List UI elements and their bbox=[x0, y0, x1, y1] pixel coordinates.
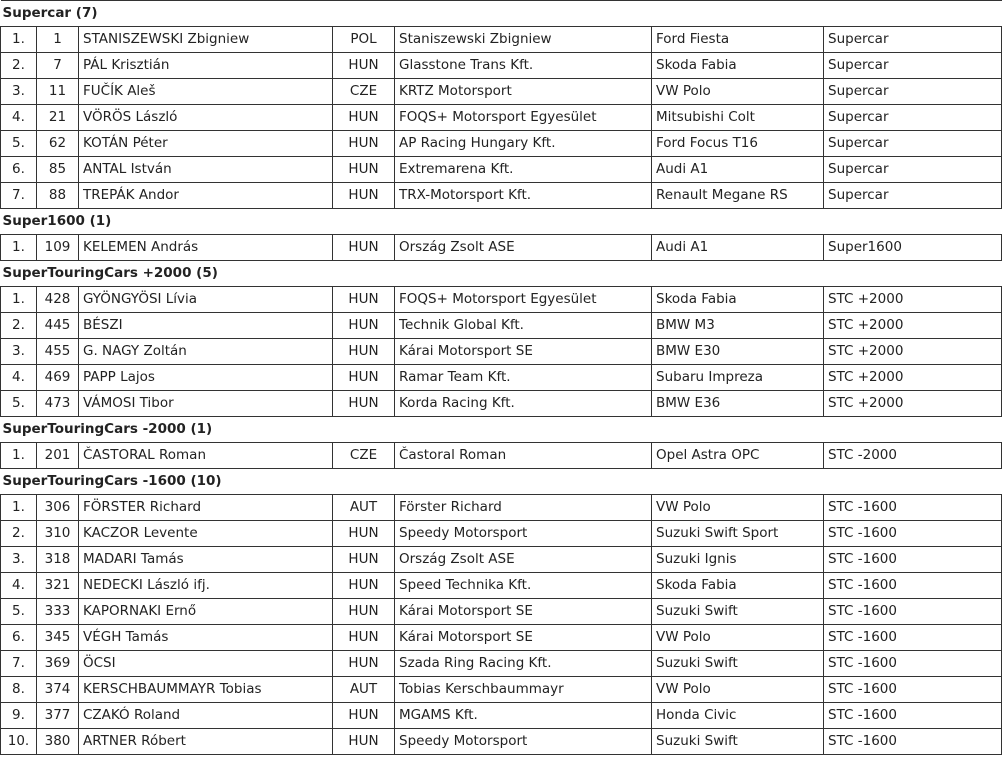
class-cell: Supercar bbox=[824, 131, 1002, 157]
car-model-cell: Honda Civic bbox=[652, 703, 824, 729]
position-cell: 1. bbox=[1, 27, 37, 53]
car-model-cell: VW Polo bbox=[652, 79, 824, 105]
driver-name-cell: FÖRSTER Richard bbox=[79, 495, 333, 521]
table-row bbox=[1, 365, 1002, 391]
driver-name-cell: VÁMOSI Tibor bbox=[79, 391, 333, 417]
class-cell: Supercar bbox=[824, 105, 1002, 131]
nationality-cell: HUN bbox=[333, 729, 395, 755]
nationality-cell: HUN bbox=[333, 105, 395, 131]
team-name-cell: Technik Global Kft. bbox=[395, 313, 652, 339]
nationality-cell: HUN bbox=[333, 183, 395, 209]
car-model-cell: Skoda Fabia bbox=[652, 287, 824, 313]
car-number-cell: 310 bbox=[37, 521, 79, 547]
position-cell: 1. bbox=[1, 287, 37, 313]
driver-name-cell: VÉGH Tamás bbox=[79, 625, 333, 651]
nationality-cell: HUN bbox=[333, 391, 395, 417]
car-model-cell: BMW M3 bbox=[652, 313, 824, 339]
class-cell: Super1600 bbox=[824, 235, 1002, 261]
position-cell: 1. bbox=[1, 495, 37, 521]
car-model-cell: Skoda Fabia bbox=[652, 573, 824, 599]
table-row bbox=[1, 105, 1002, 131]
class-cell: Supercar bbox=[824, 79, 1002, 105]
position-cell: 4. bbox=[1, 573, 37, 599]
table-row bbox=[1, 521, 1002, 547]
position-cell: 2. bbox=[1, 521, 37, 547]
team-name-cell: Tobias Kerschbaummayr bbox=[395, 677, 652, 703]
nationality-cell: HUN bbox=[333, 131, 395, 157]
nationality-cell: HUN bbox=[333, 651, 395, 677]
class-cell: Supercar bbox=[824, 157, 1002, 183]
driver-name-cell: NEDECKI László ifj. bbox=[79, 573, 333, 599]
car-number-cell: 333 bbox=[37, 599, 79, 625]
position-cell: 1. bbox=[1, 235, 37, 261]
class-cell: STC -1600 bbox=[824, 625, 1002, 651]
driver-name-cell: FUČÍK Aleš bbox=[79, 79, 333, 105]
team-name-cell: Staniszewski Zbigniew bbox=[395, 27, 652, 53]
car-number-cell: 445 bbox=[37, 313, 79, 339]
car-model-cell: Suzuki Swift bbox=[652, 651, 824, 677]
car-number-cell: 109 bbox=[37, 235, 79, 261]
table-row bbox=[1, 157, 1002, 183]
team-name-cell: Ramar Team Kft. bbox=[395, 365, 652, 391]
class-cell: STC -1600 bbox=[824, 677, 1002, 703]
position-cell: 2. bbox=[1, 53, 37, 79]
car-number-cell: 321 bbox=[37, 573, 79, 599]
driver-name-cell: KERSCHBAUMMAYR Tobias bbox=[79, 677, 333, 703]
driver-name-cell: ARTNER Róbert bbox=[79, 729, 333, 755]
driver-name-cell: CZAKÓ Roland bbox=[79, 703, 333, 729]
car-model-cell: Suzuki Swift Sport bbox=[652, 521, 824, 547]
nationality-cell: HUN bbox=[333, 235, 395, 261]
car-model-cell: Audi A1 bbox=[652, 157, 824, 183]
car-model-cell: Skoda Fabia bbox=[652, 53, 824, 79]
team-name-cell: FOQS+ Motorsport Egyesület bbox=[395, 287, 652, 313]
team-name-cell: FOQS+ Motorsport Egyesület bbox=[395, 105, 652, 131]
nationality-cell: HUN bbox=[333, 53, 395, 79]
position-cell: 5. bbox=[1, 391, 37, 417]
car-number-cell: 21 bbox=[37, 105, 79, 131]
car-model-cell: Suzuki Swift bbox=[652, 729, 824, 755]
table-row bbox=[1, 79, 1002, 105]
team-name-cell: Extremarena Kft. bbox=[395, 157, 652, 183]
car-model-cell: Suzuki Swift bbox=[652, 599, 824, 625]
team-name-cell: Častoral Roman bbox=[395, 443, 652, 469]
category-title: SuperTouringCars -1600 (10) bbox=[1, 469, 1002, 495]
table-row bbox=[1, 235, 1002, 261]
driver-name-cell: KACZOR Levente bbox=[79, 521, 333, 547]
class-cell: STC -1600 bbox=[824, 651, 1002, 677]
car-model-cell: Subaru Impreza bbox=[652, 365, 824, 391]
driver-name-cell: BÉSZI bbox=[79, 313, 333, 339]
car-number-cell: 201 bbox=[37, 443, 79, 469]
position-cell: 3. bbox=[1, 547, 37, 573]
car-model-cell: VW Polo bbox=[652, 625, 824, 651]
class-cell: STC -1600 bbox=[824, 703, 1002, 729]
category-header-row bbox=[1, 417, 1002, 443]
driver-name-cell: KAPORNAKI Ernő bbox=[79, 599, 333, 625]
team-name-cell: Förster Richard bbox=[395, 495, 652, 521]
team-name-cell: Kárai Motorsport SE bbox=[395, 625, 652, 651]
car-number-cell: 85 bbox=[37, 157, 79, 183]
table-row bbox=[1, 547, 1002, 573]
team-name-cell: Szada Ring Racing Kft. bbox=[395, 651, 652, 677]
class-cell: STC -2000 bbox=[824, 443, 1002, 469]
team-name-cell: Korda Racing Kft. bbox=[395, 391, 652, 417]
nationality-cell: HUN bbox=[333, 547, 395, 573]
driver-name-cell: KELEMEN András bbox=[79, 235, 333, 261]
car-number-cell: 469 bbox=[37, 365, 79, 391]
nationality-cell: AUT bbox=[333, 495, 395, 521]
nationality-cell: HUN bbox=[333, 365, 395, 391]
team-name-cell: Ország Zsolt ASE bbox=[395, 547, 652, 573]
car-model-cell: Audi A1 bbox=[652, 235, 824, 261]
nationality-cell: HUN bbox=[333, 521, 395, 547]
car-number-cell: 306 bbox=[37, 495, 79, 521]
car-number-cell: 377 bbox=[37, 703, 79, 729]
car-model-cell: Ford Fiesta bbox=[652, 27, 824, 53]
category-title: Super1600 (1) bbox=[1, 209, 1002, 235]
class-cell: STC +2000 bbox=[824, 365, 1002, 391]
car-model-cell: Opel Astra OPC bbox=[652, 443, 824, 469]
table-row bbox=[1, 625, 1002, 651]
nationality-cell: AUT bbox=[333, 677, 395, 703]
team-name-cell: Ország Zsolt ASE bbox=[395, 235, 652, 261]
position-cell: 7. bbox=[1, 183, 37, 209]
team-name-cell: KRTZ Motorsport bbox=[395, 79, 652, 105]
table-row bbox=[1, 53, 1002, 79]
position-cell: 3. bbox=[1, 339, 37, 365]
team-name-cell: Glasstone Trans Kft. bbox=[395, 53, 652, 79]
position-cell: 5. bbox=[1, 131, 37, 157]
team-name-cell: Kárai Motorsport SE bbox=[395, 339, 652, 365]
car-model-cell: Renault Megane RS bbox=[652, 183, 824, 209]
position-cell: 3. bbox=[1, 79, 37, 105]
category-header-row bbox=[1, 469, 1002, 495]
car-number-cell: 7 bbox=[37, 53, 79, 79]
position-cell: 10. bbox=[1, 729, 37, 755]
position-cell: 1. bbox=[1, 443, 37, 469]
class-cell: STC -1600 bbox=[824, 573, 1002, 599]
nationality-cell: HUN bbox=[333, 339, 395, 365]
table-row bbox=[1, 391, 1002, 417]
car-model-cell: Mitsubishi Colt bbox=[652, 105, 824, 131]
table-row bbox=[1, 339, 1002, 365]
driver-name-cell: KOTÁN Péter bbox=[79, 131, 333, 157]
nationality-cell: CZE bbox=[333, 443, 395, 469]
nationality-cell: HUN bbox=[333, 703, 395, 729]
class-cell: STC +2000 bbox=[824, 391, 1002, 417]
table-row bbox=[1, 703, 1002, 729]
driver-name-cell: ÖCSI bbox=[79, 651, 333, 677]
table-row bbox=[1, 27, 1002, 53]
car-number-cell: 369 bbox=[37, 651, 79, 677]
position-cell: 5. bbox=[1, 599, 37, 625]
team-name-cell: Kárai Motorsport SE bbox=[395, 599, 652, 625]
table-row bbox=[1, 183, 1002, 209]
team-name-cell: Speedy Motorsport bbox=[395, 729, 652, 755]
class-cell: STC -1600 bbox=[824, 599, 1002, 625]
car-number-cell: 345 bbox=[37, 625, 79, 651]
position-cell: 6. bbox=[1, 157, 37, 183]
driver-name-cell: ANTAL István bbox=[79, 157, 333, 183]
table-row bbox=[1, 677, 1002, 703]
driver-name-cell: STANISZEWSKI Zbigniew bbox=[79, 27, 333, 53]
position-cell: 4. bbox=[1, 365, 37, 391]
category-title: SuperTouringCars +2000 (5) bbox=[1, 261, 1002, 287]
nationality-cell: HUN bbox=[333, 625, 395, 651]
driver-name-cell: PÁL Krisztián bbox=[79, 53, 333, 79]
category-title: Supercar (7) bbox=[1, 1, 1002, 27]
table-row bbox=[1, 599, 1002, 625]
nationality-cell: HUN bbox=[333, 573, 395, 599]
driver-name-cell: PAPP Lajos bbox=[79, 365, 333, 391]
class-cell: Supercar bbox=[824, 27, 1002, 53]
nationality-cell: HUN bbox=[333, 287, 395, 313]
car-number-cell: 380 bbox=[37, 729, 79, 755]
nationality-cell: CZE bbox=[333, 79, 395, 105]
category-header-row bbox=[1, 261, 1002, 287]
table-row bbox=[1, 729, 1002, 755]
nationality-cell: HUN bbox=[333, 157, 395, 183]
position-cell: 9. bbox=[1, 703, 37, 729]
team-name-cell: Speed Technika Kft. bbox=[395, 573, 652, 599]
car-number-cell: 62 bbox=[37, 131, 79, 157]
table-row bbox=[1, 651, 1002, 677]
driver-name-cell: TREPÁK Andor bbox=[79, 183, 333, 209]
position-cell: 7. bbox=[1, 651, 37, 677]
class-cell: Supercar bbox=[824, 53, 1002, 79]
class-cell: Supercar bbox=[824, 183, 1002, 209]
car-number-cell: 374 bbox=[37, 677, 79, 703]
car-number-cell: 11 bbox=[37, 79, 79, 105]
team-name-cell: AP Racing Hungary Kft. bbox=[395, 131, 652, 157]
table-row bbox=[1, 573, 1002, 599]
driver-name-cell: ČASTORAL Roman bbox=[79, 443, 333, 469]
table-row bbox=[1, 495, 1002, 521]
driver-name-cell: GYÖNGYÖSI Lívia bbox=[79, 287, 333, 313]
class-cell: STC -1600 bbox=[824, 521, 1002, 547]
car-number-cell: 318 bbox=[37, 547, 79, 573]
position-cell: 2. bbox=[1, 313, 37, 339]
car-number-cell: 455 bbox=[37, 339, 79, 365]
car-model-cell: Ford Focus T16 bbox=[652, 131, 824, 157]
car-number-cell: 473 bbox=[37, 391, 79, 417]
nationality-cell: POL bbox=[333, 27, 395, 53]
nationality-cell: HUN bbox=[333, 599, 395, 625]
team-name-cell: TRX-Motorsport Kft. bbox=[395, 183, 652, 209]
car-model-cell: BMW E30 bbox=[652, 339, 824, 365]
team-name-cell: MGAMS Kft. bbox=[395, 703, 652, 729]
car-number-cell: 428 bbox=[37, 287, 79, 313]
category-header-row bbox=[1, 1, 1002, 27]
car-model-cell: VW Polo bbox=[652, 677, 824, 703]
table-body bbox=[1, 1, 1002, 755]
category-title: SuperTouringCars -2000 (1) bbox=[1, 417, 1002, 443]
car-number-cell: 88 bbox=[37, 183, 79, 209]
class-cell: STC +2000 bbox=[824, 339, 1002, 365]
car-model-cell: VW Polo bbox=[652, 495, 824, 521]
class-cell: STC +2000 bbox=[824, 313, 1002, 339]
driver-name-cell: VÖRÖS László bbox=[79, 105, 333, 131]
position-cell: 6. bbox=[1, 625, 37, 651]
position-cell: 8. bbox=[1, 677, 37, 703]
class-cell: STC -1600 bbox=[824, 547, 1002, 573]
table-row bbox=[1, 287, 1002, 313]
position-cell: 4. bbox=[1, 105, 37, 131]
driver-name-cell: G. NAGY Zoltán bbox=[79, 339, 333, 365]
car-number-cell: 1 bbox=[37, 27, 79, 53]
team-name-cell: Speedy Motorsport bbox=[395, 521, 652, 547]
category-header-row bbox=[1, 209, 1002, 235]
table-row bbox=[1, 131, 1002, 157]
table-row bbox=[1, 443, 1002, 469]
class-cell: STC +2000 bbox=[824, 287, 1002, 313]
nationality-cell: HUN bbox=[333, 313, 395, 339]
car-model-cell: BMW E36 bbox=[652, 391, 824, 417]
table-row bbox=[1, 313, 1002, 339]
class-cell: STC -1600 bbox=[824, 495, 1002, 521]
driver-name-cell: MADARI Tamás bbox=[79, 547, 333, 573]
class-cell: STC -1600 bbox=[824, 729, 1002, 755]
car-model-cell: Suzuki Ignis bbox=[652, 547, 824, 573]
